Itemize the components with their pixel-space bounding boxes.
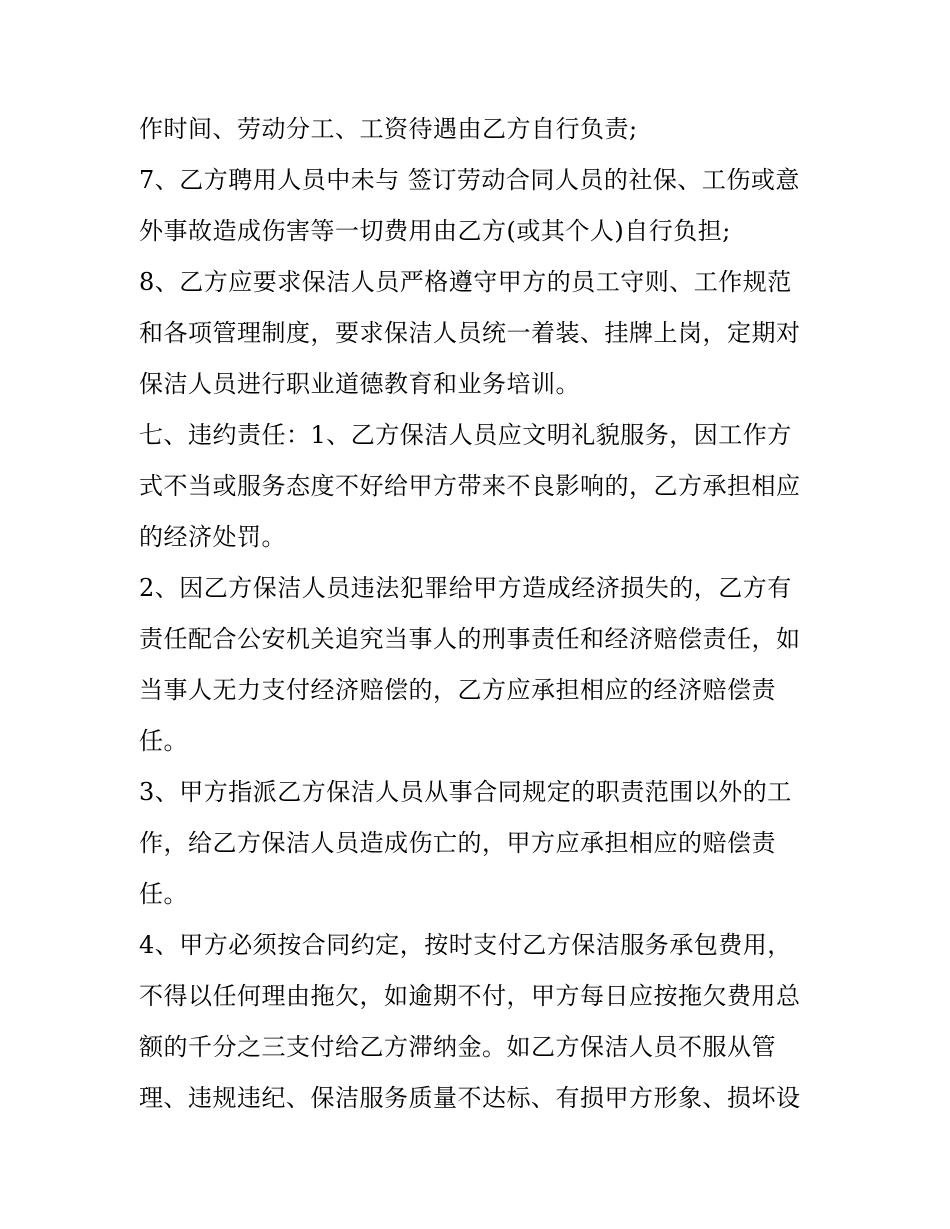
text-line: 和各项管理制度，要求保洁人员统一着装、挂牌上岗，定期对 <box>139 319 801 347</box>
text-line: 保洁人员进行职业道德教育和业务培训。 <box>139 370 580 398</box>
text-line: 当事人无力支付经济赔偿的，乙方应承担相应的经济赔偿责 <box>139 676 776 704</box>
text-line: 不得以任何理由拖欠，如逾期不付，甲方每日应按拖欠费用总 <box>139 982 801 1010</box>
text-line: 责任配合公安机关追究当事人的刑事责任和经济赔偿责任，如 <box>139 625 801 653</box>
text-line: 作，给乙方保洁人员造成伤亡的，甲方应承担相应的赔偿责 <box>139 829 776 857</box>
text-line: 7、乙方聘用人员中未与 签订劳动合同人员的社保、工伤或意 <box>139 166 800 194</box>
text-line: 任。 <box>139 880 188 908</box>
text-line: 外事故造成伤害等一切费用由乙方(或其个人)自行负担; <box>139 217 731 245</box>
text-line: 七、违约责任：1、乙方保洁人员应文明礼貌服务，因工作方 <box>139 421 792 449</box>
text-line: 3、甲方指派乙方保洁人员从事合同规定的职责范围以外的工 <box>139 778 792 806</box>
text-line: 2、因乙方保洁人员违法犯罪给甲方造成经济损失的，乙方有 <box>139 574 792 602</box>
text-line: 任。 <box>139 727 188 755</box>
text-line: 4、甲方必须按合同约定，按时支付乙方保洁服务承包费用， <box>139 931 792 959</box>
text-line: 额的千分之三支付给乙方滞纳金。如乙方保洁人员不服从管 <box>139 1033 776 1061</box>
contract-body-text <box>139 104 819 1124</box>
text-line: 式不当或服务态度不好给甲方带来不良影响的，乙方承担相应 <box>139 472 801 500</box>
text-line: 作时间、劳动分工、工资待遇由乙方自行负责; <box>139 115 638 143</box>
text-line: 理、违规违纪、保洁服务质量不达标、有损甲方形象、损坏设 <box>139 1084 801 1112</box>
text-line: 的经济处罚。 <box>139 523 286 551</box>
text-line: 8、乙方应要求保洁人员严格遵守甲方的员工守则、工作规范 <box>139 268 792 296</box>
